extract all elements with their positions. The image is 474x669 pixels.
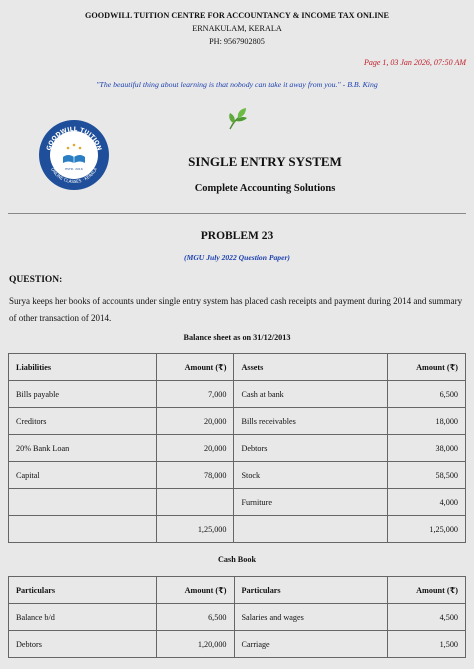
liability-name: Bills payable [9, 381, 157, 408]
liability-amount: 78,000 [156, 462, 234, 489]
leaf-icon [224, 106, 250, 132]
page-title: SINGLE ENTRY SYSTEM [188, 154, 342, 169]
header-liabilities: Liabilities [9, 354, 157, 381]
receipt-amount: 1,20,000 [156, 631, 234, 658]
header-amount: Amount (₹) [388, 577, 466, 604]
table-row [9, 381, 466, 408]
quote-line: "The beautiful thing about learning is that nobody can take it away from you." - B.B. King [96, 80, 378, 89]
document-header [0, 0, 474, 48]
asset-amount: 6,500 [388, 381, 466, 408]
assets-total: 1,25,000 [388, 516, 466, 543]
liability-name: Capital [9, 462, 157, 489]
cash-book-caption: Cash Book [218, 555, 256, 564]
logo-estd-text: ESTD. 2016 [65, 167, 83, 171]
table-row [9, 489, 466, 516]
payment-amount: 4,500 [388, 604, 466, 631]
liability-name [9, 516, 157, 543]
liability-amount: 20,000 [156, 408, 234, 435]
asset-name: Stock [234, 462, 388, 489]
liability-amount: 7,000 [156, 381, 234, 408]
question-label: QUESTION: [9, 275, 63, 285]
logo-top-text: GOODWILL TUITION [45, 125, 103, 152]
total-row [9, 516, 466, 543]
liability-name: 20% Bank Loan [9, 435, 157, 462]
asset-amount: 4,000 [388, 489, 466, 516]
liability-amount [156, 489, 234, 516]
receipt-particular: Debtors [9, 631, 157, 658]
header-amount: Amount (₹) [388, 354, 466, 381]
table-row [9, 408, 466, 435]
header-particulars: Particulars [234, 577, 388, 604]
table-header-row [9, 577, 466, 604]
header-assets: Assets [234, 354, 388, 381]
page-info: Page 1, 03 Jan 2026, 07:50 AM [363, 58, 466, 67]
balance-sheet-table [8, 353, 466, 543]
balance-sheet-caption: Balance sheet as on 31/12/2013 [183, 333, 291, 342]
table-row [9, 462, 466, 489]
asset-name: Cash at bank [234, 381, 388, 408]
asset-name: Furniture [234, 489, 388, 516]
asset-amount: 18,000 [388, 408, 466, 435]
payment-particular: Salaries and wages [234, 604, 388, 631]
logo-bottom-text: ONLINE CLASSES · KERALA [49, 166, 99, 185]
liability-name: Creditors [9, 408, 157, 435]
question-paper-source: (MGU July 2022 Question Paper) [184, 253, 290, 262]
liabilities-total: 1,25,000 [156, 516, 234, 543]
cash-book-table [8, 576, 466, 658]
payment-particular: Carriage [234, 631, 388, 658]
asset-amount: 38,000 [388, 435, 466, 462]
problem-heading: PROBLEM 23 [200, 230, 274, 242]
liability-name [9, 489, 157, 516]
table-header-row [9, 354, 466, 381]
header-amount: Amount (₹) [156, 354, 234, 381]
institute-name: GOODWILL TUITION CENTRE FOR ACCOUNTANCY & INCOME TAX ONLINE [85, 11, 389, 20]
payment-amount: 1,500 [388, 631, 466, 658]
table-row [9, 435, 466, 462]
asset-amount: 58,500 [388, 462, 466, 489]
asset-name: Bills receivables [234, 408, 388, 435]
header-particulars: Particulars [9, 577, 157, 604]
asset-name: Debtors [234, 435, 388, 462]
receipt-particular: Balance b/d [9, 604, 157, 631]
table-row [9, 631, 466, 658]
liability-amount: 20,000 [156, 435, 234, 462]
question-text: Surya keeps her books of accounts under single entry system has placed cash receipts and payment during 2014 and summary of other transaction of 2014. [9, 296, 463, 323]
asset-name [234, 516, 388, 543]
header-amount: Amount (₹) [156, 577, 234, 604]
institute-phone: PH: 9567902805 [209, 37, 265, 46]
table-row [9, 604, 466, 631]
receipt-amount: 6,500 [156, 604, 234, 631]
goodwill-tuition-logo [38, 119, 110, 191]
page-subtitle: Complete Accounting Solutions [194, 183, 336, 194]
institute-location: ERNAKULAM, KERALA [192, 24, 282, 33]
divider [8, 213, 466, 214]
